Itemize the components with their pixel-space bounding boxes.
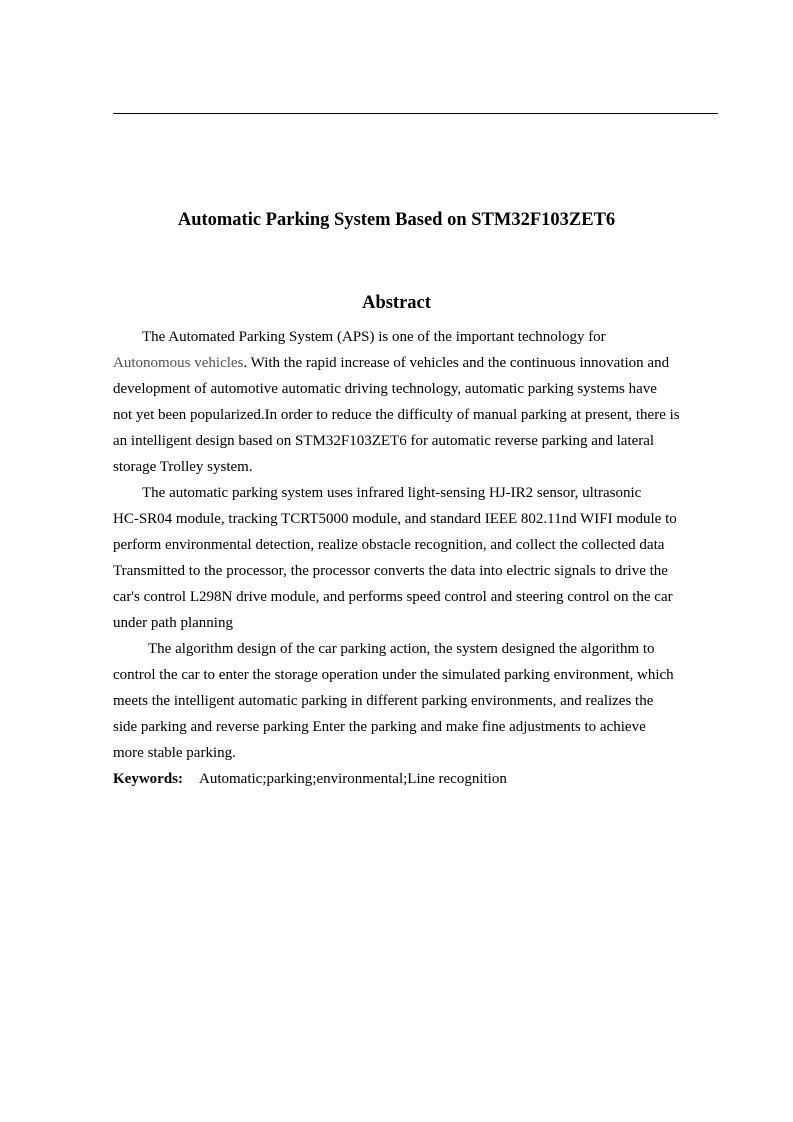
paragraph-line: The Automated Parking System (APS) is one of the important technology for — [142, 329, 606, 345]
paragraph-line: meets the intelligent automatic parking in different parking environments, and realizes the — [113, 693, 654, 709]
paragraph-line: control the car to enter the storage operation under the simulated parking environment, which — [113, 667, 674, 683]
paragraph-line: Transmitted to the processor, the processor converts the data into electric signals to drive the — [113, 563, 668, 579]
paragraph-line: The automatic parking system uses infrared light-sensing HJ-IR2 sensor, ultrasonic — [142, 485, 642, 501]
paragraph-line: perform environmental detection, realize obstacle recognition, and collect the collected data — [113, 537, 665, 553]
paragraph-line: development of automotive automatic driving technology, automatic parking systems have — [113, 381, 657, 397]
abstract-paragraph-3 — [113, 636, 719, 766]
keywords-line — [113, 766, 719, 792]
paragraph-line: more stable parking. — [113, 745, 236, 761]
abstract-paragraph-2 — [113, 480, 719, 636]
paragraph-line: side parking and reverse parking Enter the parking and make fine adjustments to achieve — [113, 719, 646, 735]
document-title: Automatic Parking System Based on STM32F103ZET6 — [177, 210, 616, 230]
grey-text-run: Autonomous vehicles — [113, 355, 244, 371]
paragraph-line — [113, 350, 719, 376]
text-run: . With the rapid increase of vehicles and the continuous innovation and — [243, 355, 670, 371]
paragraph-line: HC-SR04 module, tracking TCRT5000 module, and standard IEEE 802.11nd WIFI module to — [113, 511, 677, 527]
paragraph-line: under path planning — [113, 615, 233, 631]
keywords-value: Automatic;parking;environmental;Line recognition — [199, 771, 507, 787]
header-rule — [113, 113, 718, 114]
paragraph-line: an intelligent design based on STM32F103ZET6 for automatic reverse parking and lateral — [113, 433, 655, 449]
paragraph-line: car's control L298N drive module, and performs speed control and steering control on the car — [113, 589, 673, 605]
abstract-body — [113, 324, 719, 792]
paragraph-line: The algorithm design of the car parking action, the system designed the algorithm to — [148, 641, 655, 657]
abstract-paragraph-1 — [113, 324, 719, 480]
keywords-label: Keywords: — [113, 771, 183, 787]
paragraph-line: not yet been popularized.In order to reduce the difficulty of manual parking at present, there is — [113, 407, 680, 423]
abstract-heading: Abstract — [362, 293, 431, 313]
paragraph-line: storage Trolley system. — [113, 459, 253, 475]
